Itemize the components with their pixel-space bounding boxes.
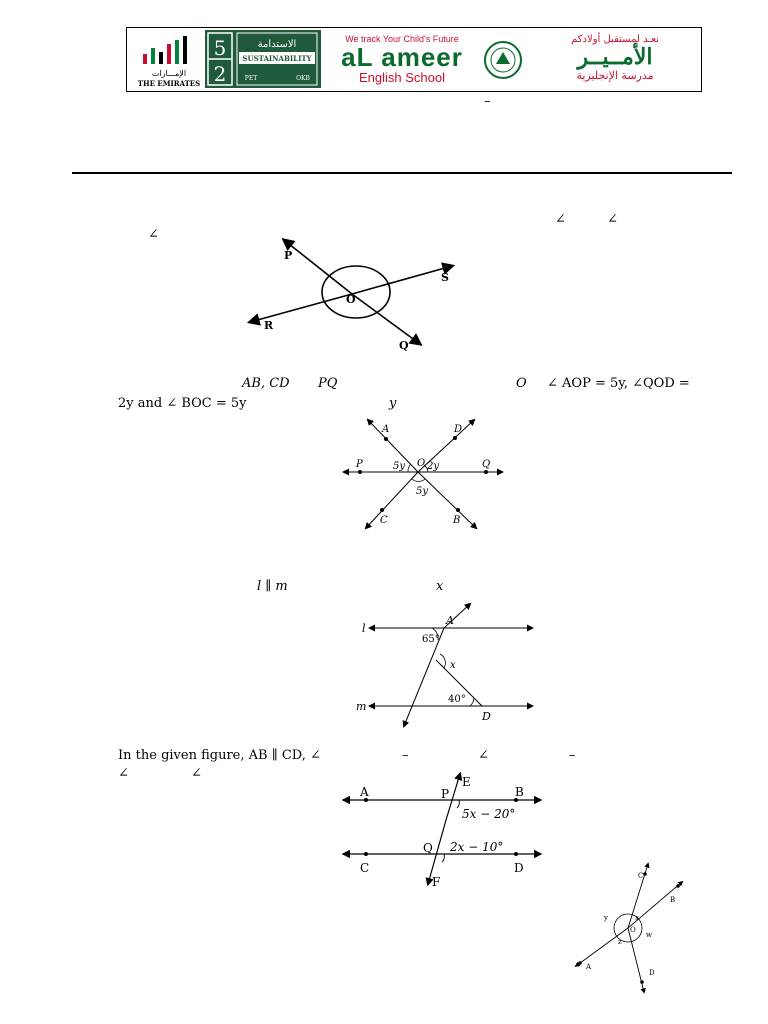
q3-angle-40: 40°	[448, 694, 466, 705]
arabic-school-name: الأمــيــر	[577, 44, 653, 70]
svg-text:A: A	[446, 614, 454, 627]
section-divider	[72, 172, 732, 174]
q4-angle-mark-a: ∠	[118, 766, 129, 781]
q4-angle-q: 2x − 10°	[450, 840, 504, 854]
svg-text:y: y	[604, 914, 608, 922]
q2-angle-values-cont: 2y and ∠ BOC = 5y	[118, 396, 247, 411]
svg-text:Q: Q	[423, 841, 433, 855]
al-ameer-wordmark	[327, 34, 477, 85]
q3-label-l: l	[362, 622, 366, 635]
svg-text:B: B	[515, 785, 524, 799]
sustainability-english: SUSTAINABILITY	[242, 54, 312, 63]
school-seal-icon	[483, 38, 523, 82]
sustainability-arabic: الاستدامة	[257, 39, 297, 50]
q2-lines-ab-cd: AB, CD	[242, 376, 290, 391]
q2-angle-values: ∠ AOP = 5y, ∠QOD =	[547, 376, 690, 391]
svg-text:F: F	[432, 875, 441, 889]
svg-text:P: P	[356, 459, 363, 470]
svg-text:Q: Q	[482, 459, 491, 470]
q4-angle-2: ∠	[478, 748, 489, 763]
svg-text:D: D	[482, 710, 491, 723]
q3-angle-65: 65°	[422, 634, 440, 645]
q2-line-pq: PQ	[318, 376, 338, 391]
q2-angle-boc: 5y	[416, 486, 429, 497]
school-subtitle: English School	[359, 70, 445, 85]
svg-text:O: O	[417, 458, 426, 469]
q4-statement: In the given figure, AB ∥ CD, ∠	[118, 748, 321, 763]
q2-unknown-y: y	[389, 396, 397, 411]
svg-text:x: x	[635, 914, 639, 922]
q1-label-p: P	[284, 249, 293, 262]
q3-parallel-transversal-figure	[352, 602, 540, 730]
q1-label-s: S	[441, 271, 449, 284]
svg-text:z: z	[618, 938, 622, 946]
q2-angle-aop: 5y	[393, 461, 406, 472]
q1-label-r: R	[264, 319, 274, 332]
q3-label-m: m	[356, 700, 367, 713]
arabic-tagline: نعـد لمستقبل أولادكم	[571, 34, 659, 45]
q1-angle-mark-1: ∠	[555, 212, 566, 227]
svg-text:D: D	[514, 861, 524, 875]
school-header-banner	[126, 27, 702, 92]
q2-three-lines-figure	[338, 416, 508, 532]
q1-label-q: Q	[399, 339, 409, 352]
svg-text:C: C	[638, 872, 644, 880]
q1-label-o: O	[346, 293, 356, 306]
svg-text:w: w	[646, 931, 652, 939]
svg-text:D: D	[454, 424, 463, 435]
arabic-wordmark	[531, 34, 699, 82]
svg-text:E: E	[462, 775, 471, 789]
q1-angle-mark-2: ∠	[607, 212, 618, 227]
the-emirates-logo	[133, 32, 205, 88]
svg-text:A: A	[360, 785, 369, 799]
year-digit-2: 2	[213, 62, 227, 86]
q3-parallel-lines: l ∥ m	[257, 579, 288, 594]
q5-intersecting-lines-figure	[566, 862, 706, 998]
q4-angle-p: 5x − 20°	[462, 807, 516, 821]
svg-text:O: O	[630, 926, 636, 934]
svg-text:B: B	[453, 515, 461, 526]
svg-text:P: P	[441, 787, 450, 801]
q1-angle-mark-3: ∠	[148, 227, 159, 242]
q2-point-o: O	[516, 376, 527, 391]
svg-text:B: B	[670, 896, 676, 904]
q4-dash-1: –	[402, 748, 409, 763]
q4-angle-mark-b: ∠	[191, 766, 202, 781]
q1-intersecting-lines-figure	[240, 234, 470, 360]
q2-angle-qod: 2y	[427, 461, 440, 472]
q3-unknown-x: x	[436, 579, 444, 594]
q3-angle-x: x	[450, 660, 456, 671]
school-tagline: We track Your Child's Future	[345, 34, 459, 44]
svg-text:A: A	[382, 424, 390, 435]
svg-text:C: C	[360, 861, 370, 875]
svg-text:D: D	[649, 969, 655, 977]
q4-dash-2: –	[569, 748, 576, 763]
arabic-subtitle: مدرسة الإنجليزية	[576, 69, 654, 82]
svg-text:OKB: OKB	[296, 75, 310, 82]
svg-text:C: C	[380, 515, 388, 526]
svg-text:PET: PET	[244, 75, 258, 82]
header-dash: –	[484, 94, 491, 109]
emirates-arabic-text: الإمـــارات	[151, 69, 187, 78]
svg-text:A: A	[586, 963, 592, 971]
sustainability-logo	[205, 30, 321, 88]
school-name: aL ameer	[341, 42, 463, 72]
year-digit-5: 5	[213, 36, 227, 60]
q4-parallel-transversal-figure	[340, 772, 546, 892]
emirates-english-text: THE EMIRATES	[137, 79, 201, 88]
